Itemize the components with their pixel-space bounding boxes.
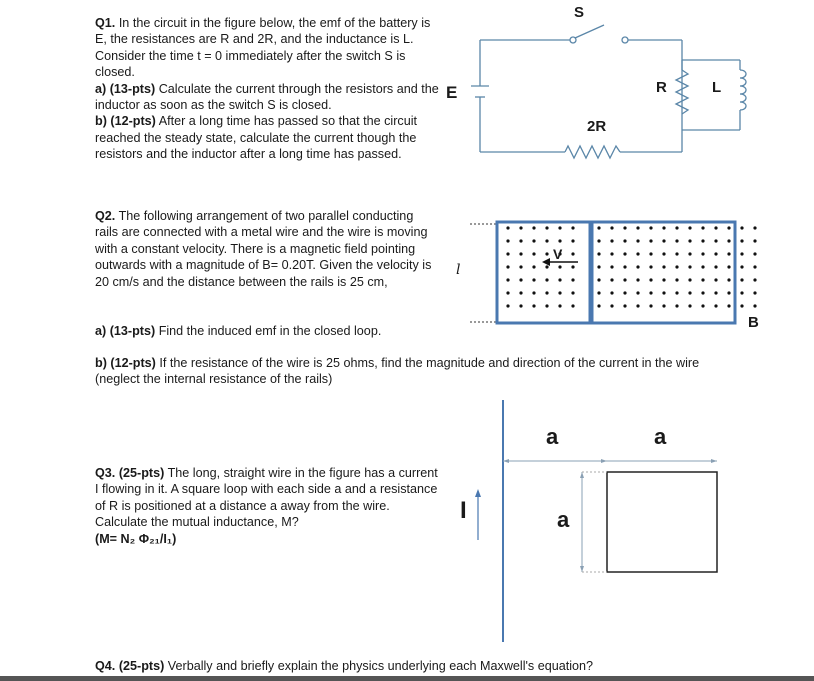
q4-text: Verbally and briefly explain the physics underlying each Maxwell's equation?: [167, 659, 594, 673]
resistor-2r-label: 2R: [587, 118, 607, 135]
height-a-label: a: [557, 507, 570, 532]
q1-label: Q1.: [95, 16, 116, 30]
q3-points: (25-pts): [118, 466, 165, 480]
q1-a-label: a) (13-pts): [95, 81, 156, 96]
q4-points: (25-pts): [118, 659, 165, 673]
velocity-label: V: [553, 246, 563, 262]
q1-b-text: After a long time has passed so that the circuit reached the steady state, calculate the current though the resistors and the inductor after a long time has passed.: [95, 114, 417, 162]
q2-label: Q2.: [95, 209, 116, 223]
field-label: B: [748, 314, 759, 331]
q2-b-text: If the resistance of the wire is 25 ohms, find the magnitude and direction of the current in the wire (neglect the internal resistance of the rails): [95, 356, 700, 387]
side-a-label: a: [654, 424, 667, 449]
q2-a-text: Find the induced emf in the closed loop.: [158, 324, 382, 338]
inductor-label: L: [712, 79, 722, 96]
q1-b-label: b) (12-pts): [95, 114, 156, 129]
q1-intro: In the circuit in the figure below, the emf of the battery is E, the resistances are R and 2R, and the inductance is L. Consider the time t = 0 immediately after the switch S is closed.: [95, 16, 431, 80]
q3-formula: (M= N₂ Φ₂₁/I₁): [95, 531, 177, 546]
q4-block: [95, 658, 735, 674]
switch-label: S: [574, 4, 585, 21]
bottom-divider: [0, 676, 814, 681]
distance-a-label: a: [546, 424, 559, 449]
q2-intro: The following arrangement of two parallel conducting rails are connected with a metal wire and the wire is moving with a constant velocity. There is a magnetic field pointing outwards with a magnitude of B= 0.20T. Given the velocity is 20 cm/s and the distance between the rails is 25 cm,: [95, 209, 432, 289]
q3-label: Q3.: [95, 466, 116, 480]
q3-text: The long, straight wire in the figure has a current I flowing in it. A square loop with each side a and a resistance of R is positioned at a distance a away from the wire. Calculate the mutual inductance, M?: [95, 466, 438, 530]
emf-label: E: [446, 83, 458, 102]
q4-label: Q4.: [95, 659, 116, 673]
q2-a-label: a) (13-pts): [95, 324, 156, 338]
q2-b-label: b) (12-pts): [95, 356, 156, 370]
q1-a-text: Calculate the current through the resistors and the inductor as soon as the switch S is closed.: [95, 81, 439, 113]
length-label: l: [456, 262, 461, 278]
resistor-r-label: R: [656, 79, 667, 96]
current-label: I: [460, 497, 467, 524]
